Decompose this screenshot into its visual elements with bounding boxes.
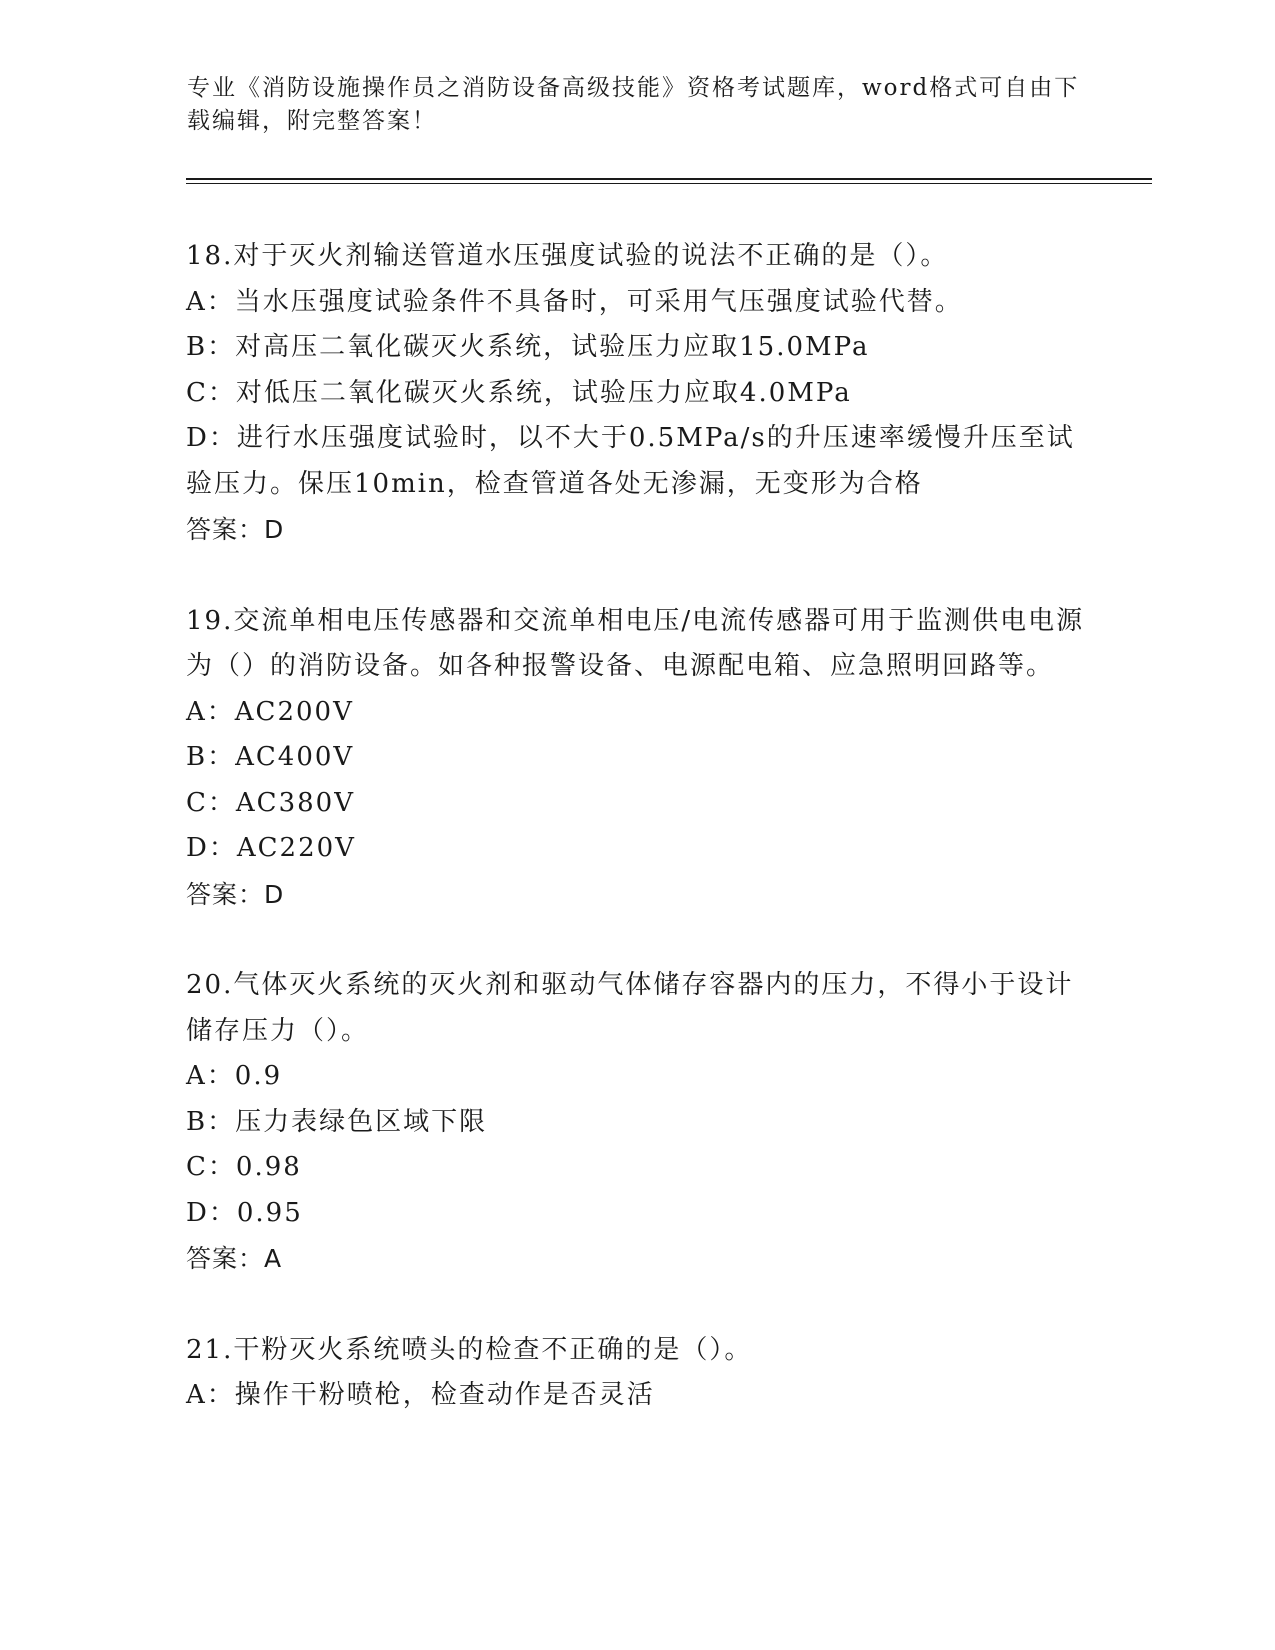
option-a (186, 280, 1086, 326)
option-text: AC220V (236, 833, 356, 863)
answer-line: 答案：A (186, 1244, 283, 1273)
option-key: B： (186, 742, 236, 772)
option-text: 0.95 (236, 1197, 303, 1228)
option-d (186, 1191, 1086, 1237)
option-key: D： (186, 833, 237, 863)
option-key: B： (186, 1106, 236, 1137)
option-text: 0.9 (234, 1061, 283, 1091)
question-stem: 18.对于灭火剂输送管道水压强度试验的说法不正确的是（）。 (186, 241, 949, 271)
question-19 (186, 599, 1086, 918)
option-a (186, 1373, 1086, 1419)
option-text: AC400V (235, 742, 355, 772)
option-key: D： (186, 423, 237, 453)
option-text: AC200V (234, 696, 354, 727)
option-b (186, 325, 1086, 371)
option-c (186, 1145, 1086, 1191)
option-text: 操作干粉喷枪，检查动作是否灵活 (234, 1380, 655, 1410)
option-text: 对高压二氧化碳灭火系统，试验压力应取15.0MPa (235, 332, 870, 362)
header-rule-thin (186, 183, 1152, 184)
option-c (186, 781, 1086, 827)
answer-line: 答案：D (186, 515, 285, 544)
header-rule-thick (186, 178, 1152, 180)
option-text: 0.98 (235, 1152, 302, 1182)
question-stem: 20.气体灭火系统的灭火剂和驱动气体储存容器内的压力，不得小于设计储存压力（）。 (186, 970, 1074, 1046)
option-key: C： (186, 377, 236, 408)
option-d (186, 826, 1086, 872)
option-key: C： (186, 787, 236, 818)
question-18 (186, 234, 1086, 553)
option-d (186, 416, 1086, 507)
option-text: 进行水压强度试验时，以不大于0.5MPa/s的升压速率缓慢升压至试验压力。保压10min，检查管道各处无渗漏，无变形为合格 (186, 423, 1075, 499)
option-key: C： (186, 1152, 236, 1182)
question-list (186, 234, 1086, 1465)
question-20 (186, 963, 1086, 1282)
option-a (186, 690, 1086, 736)
option-key: A： (186, 1061, 235, 1091)
option-b (186, 735, 1086, 781)
option-text: 压力表绿色区域下限 (235, 1106, 488, 1137)
option-text: 对低压二氧化碳灭火系统，试验压力应取4.0MPa (235, 377, 852, 408)
question-21 (186, 1328, 1086, 1419)
option-c (186, 371, 1086, 417)
document-header (187, 72, 1087, 138)
option-a (186, 1054, 1086, 1100)
header-text: 专业《消防设施操作员之消防设备高级技能》资格考试题库，word格式可自由下载编辑，附完整答案！ (187, 75, 1080, 134)
answer-line: 答案：D (186, 879, 285, 909)
option-b (186, 1100, 1086, 1146)
option-key: D： (186, 1197, 237, 1228)
question-stem: 19.交流单相电压传感器和交流单相电压/电流传感器可用于监测供电电源为（）的消防设备。如各种报警设备、电源配电箱、应急照明回路等。 (186, 605, 1085, 681)
option-key: B： (186, 332, 236, 362)
option-text: AC380V (235, 787, 355, 818)
option-key: A： (186, 1380, 235, 1410)
option-key: A： (186, 696, 235, 727)
option-key: A： (186, 286, 235, 317)
question-stem: 21.干粉灭火系统喷头的检查不正确的是（）。 (186, 1334, 753, 1365)
option-text: 当水压强度试验条件不具备时，可采用气压强度试验代替。 (234, 286, 963, 317)
